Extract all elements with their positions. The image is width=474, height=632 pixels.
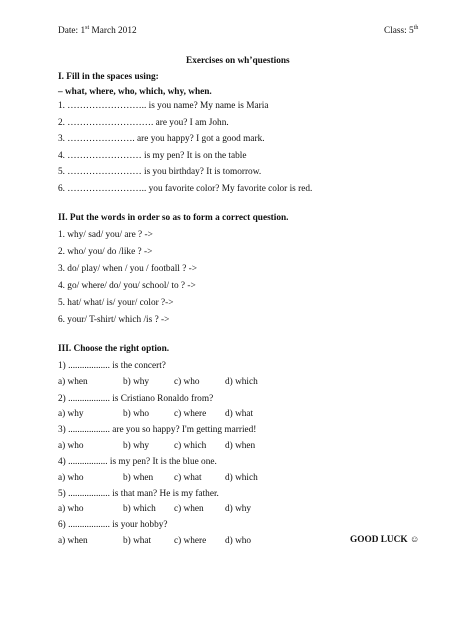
- choice-question-4: 4) ................. is my pen? It is the blue one.: [58, 457, 217, 467]
- q5-option-c: c) when: [174, 504, 204, 514]
- order-item-1: 1. why/ sad/ you/ are ? ->: [58, 230, 153, 240]
- good-luck-text: GOOD LUCK ☺: [350, 535, 420, 545]
- fill-item-4: 4. …………………… is my pen? It is on the table: [58, 151, 247, 161]
- section1-subheading: – what, where, who, which, why, when.: [58, 87, 212, 97]
- q5-option-a: a) who: [58, 504, 84, 514]
- q6-option-a: a) when: [58, 536, 88, 546]
- order-item-5: 5. hat/ what/ is/ your/ color ?->: [58, 298, 174, 308]
- choice-question-6: 6) .................. is your hobby?: [58, 520, 168, 530]
- choice-question-2: 2) .................. is Cristiano Ronaldo from?: [58, 394, 214, 404]
- choice-question-5: 5) .................. is that man? He is my father.: [58, 489, 219, 499]
- page-title: Exercises on wh’questions: [186, 56, 290, 66]
- q4-option-d: d) which: [225, 473, 258, 483]
- date-sup: st: [85, 24, 90, 31]
- order-item-2: 2. who/ you/ do /like ? ->: [58, 247, 153, 257]
- class-line: [384, 25, 418, 37]
- class-sup: th: [413, 24, 419, 31]
- q4-option-b: b) when: [123, 473, 154, 483]
- q4-option-c: c) what: [174, 473, 202, 483]
- q5-option-d: d) why: [225, 504, 252, 514]
- q3-option-b: b) why: [123, 441, 150, 451]
- section1-heading: I. Fill in the spaces using:: [58, 72, 159, 82]
- section3-heading: III. Choose the right option.: [58, 344, 170, 354]
- choice-question-3: 3) .................. are you so happy? I'm getting married!: [58, 425, 257, 435]
- q1-option-d: d) which: [225, 377, 258, 387]
- q3-option-d: d) when: [225, 441, 256, 451]
- fill-item-5: 5. …………………… is you birthday? It is tomorrow.: [58, 167, 262, 177]
- q1-option-b: b) why: [123, 377, 150, 387]
- q2-option-a: a) why: [58, 409, 84, 419]
- class-label: Class: 5: [384, 26, 414, 36]
- q4-option-a: a) who: [58, 473, 84, 483]
- date-label: Date: 1: [58, 26, 86, 36]
- q3-option-a: a) who: [58, 441, 84, 451]
- q2-option-d: d) what: [225, 409, 254, 419]
- choice-question-1: 1) .................. is the concert?: [58, 361, 166, 371]
- fill-item-6: 6. …………………….. you favorite color? My favorite color is red.: [58, 184, 313, 194]
- q5-option-b: b) which: [123, 504, 156, 514]
- fill-item-3: 3. …………………. are you happy? I got a good mark.: [58, 134, 265, 144]
- q1-option-c: c) who: [174, 377, 200, 387]
- fill-item-1: 1. …………………….. is you name? My name is Maria: [58, 101, 269, 111]
- order-item-6: 6. your/ T-shirt/ which /is ? ->: [58, 315, 170, 325]
- fill-item-2: 2. ………………………. are you? I am John.: [58, 118, 229, 128]
- q6-option-d: d) who: [225, 536, 252, 546]
- q1-option-a: a) when: [58, 377, 88, 387]
- order-item-4: 4. go/ where/ do/ you/ school/ to ? ->: [58, 281, 196, 291]
- date-rest: March 2012: [89, 26, 137, 36]
- q6-option-c: c) where: [174, 536, 207, 546]
- q2-option-b: b) who: [123, 409, 150, 419]
- section2-heading: II. Put the words in order so as to form a correct question.: [58, 213, 289, 223]
- q2-option-c: c) where: [174, 409, 207, 419]
- q3-option-c: c) which: [174, 441, 207, 451]
- q6-option-b: b) what: [123, 536, 152, 546]
- order-item-3: 3. do/ play/ when / you / football ? ->: [58, 264, 197, 274]
- date-line: [58, 25, 137, 37]
